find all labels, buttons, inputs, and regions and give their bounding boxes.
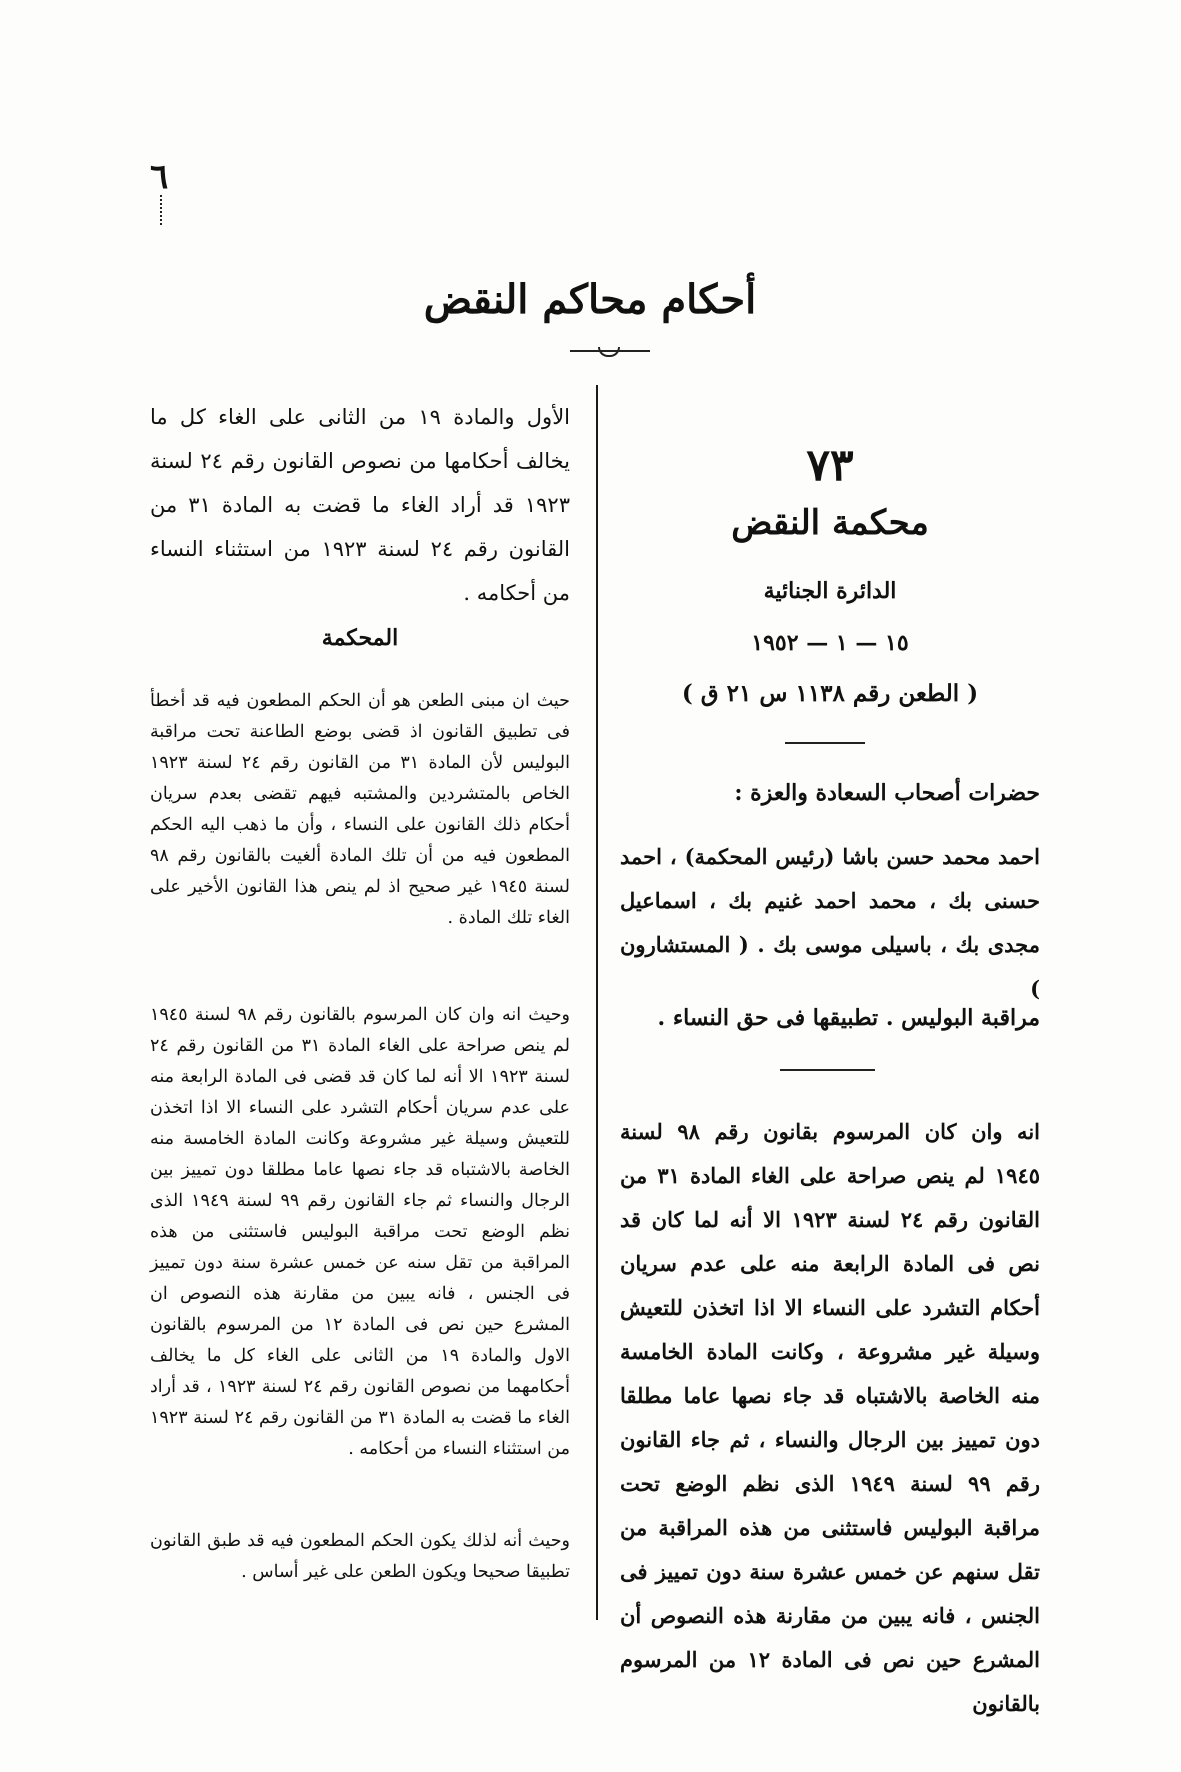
appeal-reference: ( الطعن رقم ١١٣٨ س ٢١ ق ) bbox=[681, 680, 979, 707]
subject-rule bbox=[780, 1069, 875, 1071]
headnote: انه وان كان المرسوم بقانون رقم ٩٨ لسنة ١٩٤٥ لم ينص صراحة على الغاء المادة ٣١ من القانون رقم ٢٤ لسنة ١٩٢٣ الا أنه لما كان قد نص فى المادة الرابعة منه على عدم سريان أحكام التشرد على النساء الا اذا اتخذن للتعيش وسيلة غير مشروعة ، وكانت المادة الخامسة منه الخاصة بالاشتباه قد جاء نصها عاما مطلقا دون تمييز بين الرجال والنساء ، ثم جاء القانون رقم ٩٩ لسنة ١٩٤٩ الذى نظم الوضع تحت مراقبة البوليس فاستثنى من هذه المراقبة من تقل سنهم عن خمس عشرة سنة دون تمييز فى الجنس ، فانه يبين من مقارنة هذه النصوص أن المشرع حين نص فى المادة ١٢ من المرسوم بالقانون bbox=[620, 1119, 1041, 1716]
circuit-name: الدائرة الجنائية bbox=[763, 578, 897, 604]
ruling-number: ٧٣ bbox=[806, 440, 854, 491]
page-title: أحكام محاكم النقض bbox=[423, 276, 757, 323]
headnote-continuation: الأول والمادة ١٩ من الثانى على الغاء كل ما يخالف أحكامها من نصوص القانون رقم ٢٤ لسنة ١٩٢٣ قد أراد الغاء ما قضت به المادة ٣١ من القانون رقم ٢٤ لسنة ١٩٢٣ من استثناء النساء من أحكامه . bbox=[150, 405, 571, 605]
header-rule bbox=[785, 742, 865, 744]
page-number-mark bbox=[160, 195, 164, 225]
page-number: ٦ bbox=[150, 157, 169, 197]
judgment-heading: المحكمة bbox=[321, 625, 399, 651]
judges-heading: حضرات أصحاب السعادة والعزة : bbox=[734, 780, 1040, 806]
judgment-paragraph: وحيث انه وان كان المرسوم بالقانون رقم ٩٨ لسنة ١٩٤٥ لم ينص صراحة على الغاء المادة ٣١ من القانون رقم ٢٤ لسنة ١٩٢٣ الا أنه لما كان قد قضى فى المادة الرابعة منه على عدم سريان أحكام التشرد على النساء الا اذا اتخذن للتعيش وسيلة غير مشروعة وكانت المادة الخامسة منه الخاصة بالاشتباه قد جاء نصها عاما مطلقا دون تمييز بين الرجال والنساء ثم جاء القانون رقم ٩٩ لسنة ١٩٤٩ الذى نظم الوضع تحت مراقبة البوليس فاستثنى من هذه المراقبة من تقل سنه عن خمس عشرة سنة دون تمييز فى الجنس ، فانه يبين من مقارنة هذه النصوص ان المشرع حين نص فى المادة ١٢ من المرسوم بالقانون الاول والمادة ١٩ من الثانى على الغاء كل ما يخالف أحكامهما من نصوص القانون رقم ٢٤ لسنة ١٩٢٣ ، قد أراد الغاء ما قضت به المادة ٣١ من القانون رقم ٢٤ لسنة ١٩٢٣ من استثناء النساء من أحكامه . bbox=[150, 1005, 571, 1459]
judgment-paragraph: حيث ان مبنى الطعن هو أن الحكم المطعون فيه قد أخطأ فى تطبيق القانون اذ قضى بوضع الطاعنة تحت مراقبة البوليس لأن المادة ٣١ من القانون رقم ٢٤ لسنة ١٩٢٣ الخاص بالمتشردين والمشتبه فيهم تقضى بعدم سريان أحكام ذلك القانون على النساء ، وأن ما ذهب اليه الحكم المطعون فيه من أن تلك المادة ألغيت بالقانون رقم ٩٨ لسنة ١٩٤٥ غير صحيح اذ لم ينص هذا القانون الأخير على الغاء تلك المادة . bbox=[150, 691, 571, 928]
column-divider bbox=[596, 385, 598, 1620]
court-name: محكمة النقض bbox=[731, 503, 929, 543]
title-flourish bbox=[570, 350, 650, 352]
case-subject: مراقبة البوليس . تطبيقها فى حق النساء . bbox=[657, 1005, 1040, 1031]
judgment-paragraph: وحيث أنه لذلك يكون الحكم المطعون فيه قد طبق القانون تطبيقا صحيحا ويكون الطعن على غير أساس . bbox=[150, 1531, 570, 1582]
ruling-date: ١٥ — ١ — ١٩٥٢ bbox=[751, 630, 909, 656]
judges-names: احمد محمد حسن باشا (رئيس المحكمة) ، احمد حسنى بك ، محمد احمد غنيم بك ، اسماعيل مجدى بك ، باسيلى موسى بك . ( المستشارون ) bbox=[620, 844, 1040, 1001]
